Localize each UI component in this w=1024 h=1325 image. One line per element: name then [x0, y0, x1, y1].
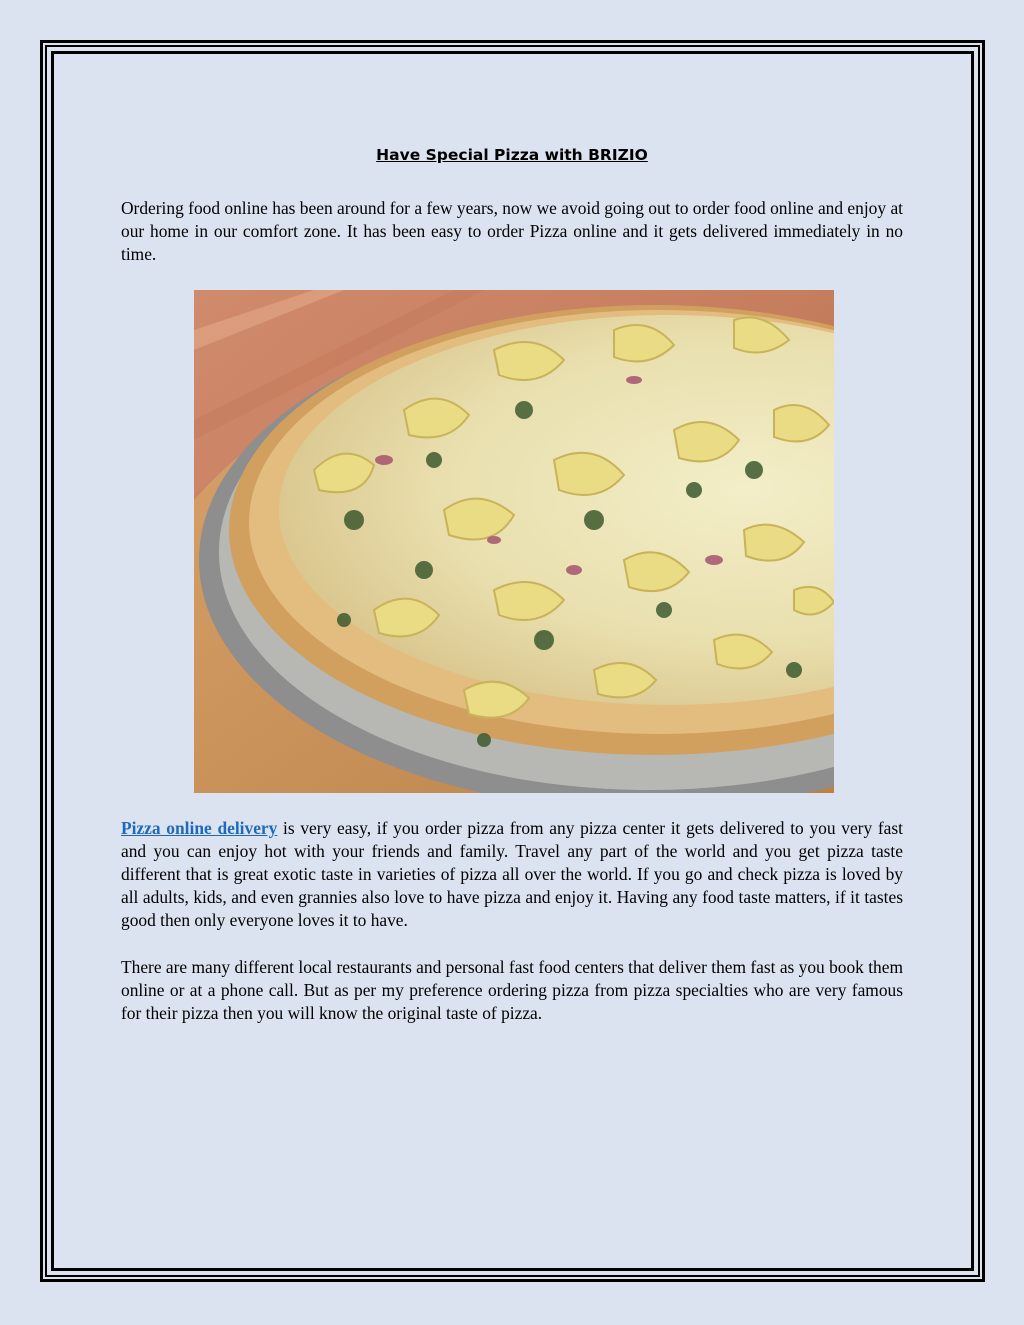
intro-paragraph: Ordering food online has been around for a few years, now we avoid going out to order food online and enjoy at our home in our comfort zone. It has been easy to order Pizza online and it gets delivered immediately in no time.	[121, 198, 903, 264]
delivery-paragraph-text: is very easy, if you order pizza from any pizza center it gets delivered to you very fast and you can enjoy hot with your friends and family. Travel any part of the world and you get pizza taste different that is great exotic taste in varieties of pizza all over the world. If you go and check pizza is loved by all adults, kids, and even grannies also love to have pizza and enjoy it. Having any food taste matters, if it tastes good then only everyone loves it to have.	[121, 818, 903, 930]
delivery-paragraph	[121, 817, 903, 932]
document-title: Have Special Pizza with BRIZIO	[376, 146, 648, 164]
pizza-online-delivery-link[interactable]: Pizza online delivery	[121, 818, 278, 838]
restaurants-paragraph: There are many different local restaurants and personal fast food centers that deliver them fast as you book them online or at a phone call. But as per my preference ordering pizza from pizza specialties who are very famous for their pizza then you will know the original taste of pizza.	[121, 957, 903, 1023]
pizza-photo	[194, 290, 834, 793]
